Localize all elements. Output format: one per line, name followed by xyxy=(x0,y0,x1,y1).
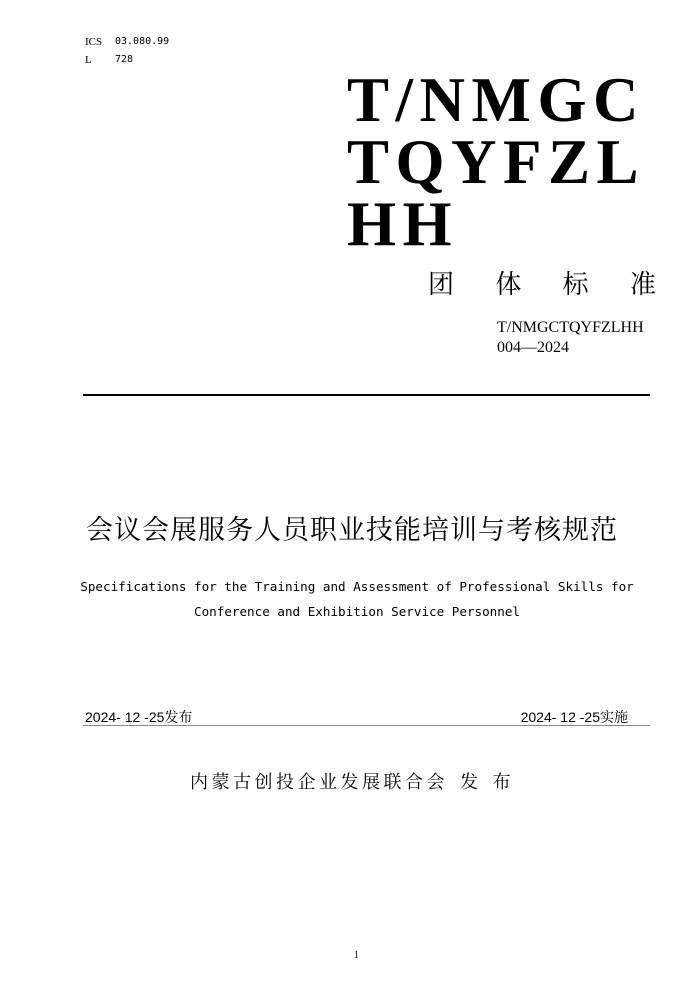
document-title-zh: 会议会展服务人员职业技能培训与考核规范 xyxy=(86,515,618,546)
ccs-code: 728 xyxy=(115,54,134,65)
issue-date: 2024- 12 -25发布 xyxy=(85,709,193,725)
ics-label: ICS xyxy=(85,36,103,48)
standard-type xyxy=(428,270,656,300)
standard-code-line-3: HH xyxy=(347,189,459,259)
publisher xyxy=(190,770,511,794)
page-number: 1 xyxy=(354,950,359,961)
standard-type-char: 体 xyxy=(495,270,522,300)
standard-year: 004—2024 xyxy=(497,339,569,356)
document-title-en xyxy=(0,574,700,624)
ccs-label: L xyxy=(85,54,92,66)
standard-type-char: 团 xyxy=(428,270,455,300)
standard-type-char: 标 xyxy=(562,270,589,300)
date-divider xyxy=(83,725,650,726)
header-divider xyxy=(83,394,650,396)
publisher-name: 内蒙古创投企业发展联合会 xyxy=(190,772,448,792)
standard-type-char: 准 xyxy=(629,270,656,300)
standard-code-line-2: TQYFZL xyxy=(347,127,646,197)
standard-code-line-1: T/NMGC xyxy=(347,65,645,135)
document-title-en-line-1: Specifications for the Training and Assessment of Professional Skills for xyxy=(80,579,634,594)
implementation-date: 2024- 12 -25实施 xyxy=(520,709,628,725)
ics-code: 03.080.99 xyxy=(115,36,170,47)
publisher-label: 发 布 xyxy=(460,772,511,792)
document-title-en-line-2: Conference and Exhibition Service Personnel xyxy=(193,604,521,619)
standard-number: T/NMGCTQYFZLHH xyxy=(497,319,644,336)
standard-number-block xyxy=(497,318,644,358)
